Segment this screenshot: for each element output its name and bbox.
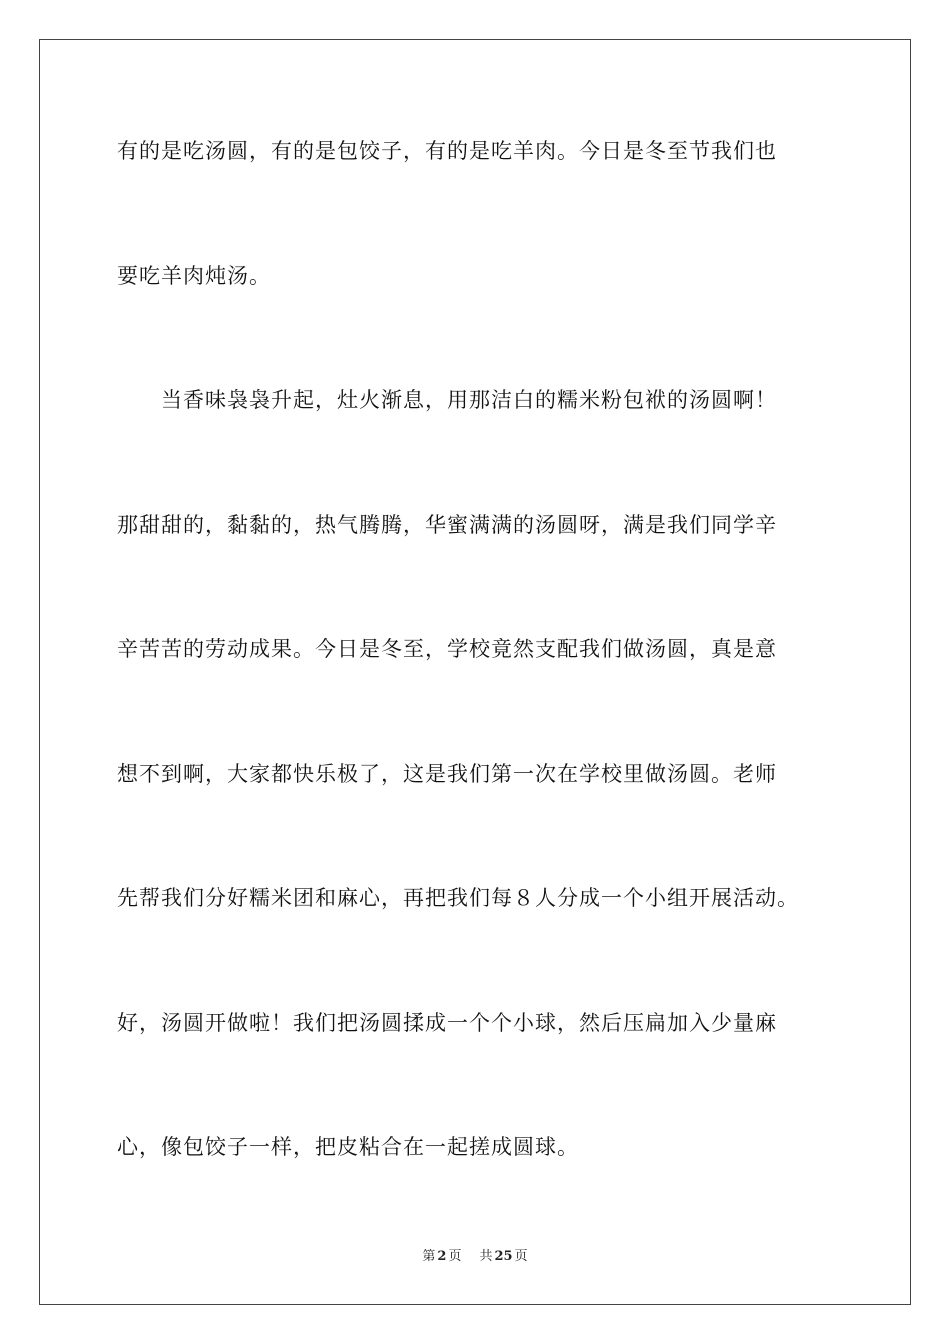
text-line-7: 先帮我们分好糯米团和麻心，再把我们每８人分成一个小组开展活动。 bbox=[117, 886, 799, 910]
text-line-6: 想不到啊，大家都快乐极了，这是我们第一次在学校里做汤圆。老师 bbox=[117, 762, 777, 786]
text-line-4: 那甜甜的，黏黏的，热气腾腾，华蜜满满的汤圆呀，满是我们同学辛 bbox=[117, 513, 777, 537]
page-suffix: 页 bbox=[448, 1249, 462, 1264]
total-suffix: 页 bbox=[514, 1249, 528, 1264]
text-line-1: 有的是吃汤圆，有的是包饺子，有的是吃羊肉。今日是冬至节我们也 bbox=[117, 139, 777, 163]
text-line-9: 心，像包饺子一样，把皮粘合在一起搓成圆球。 bbox=[117, 1135, 579, 1159]
total-prefix: 共 bbox=[479, 1249, 493, 1264]
page-total: 25 bbox=[494, 1249, 513, 1264]
text-line-2: 要吃羊肉炖汤。 bbox=[117, 264, 271, 288]
text-line-3: 当香味袅袅升起，灶火渐息，用那洁白的糯米粉包袱的汤圆啊！ bbox=[117, 388, 777, 412]
text-line-8: 好，汤圆开做啦！我们把汤圆揉成一个个小球，然后压扁加入少量麻 bbox=[117, 1011, 777, 1035]
page-border bbox=[39, 39, 911, 1305]
page-prefix: 第 bbox=[422, 1249, 436, 1264]
page-footer bbox=[0, 1248, 950, 1266]
page-current: 2 bbox=[437, 1249, 447, 1264]
text-line-5: 辛苦苦的劳动成果。今日是冬至，学校竟然支配我们做汤圆，真是意 bbox=[117, 637, 777, 661]
